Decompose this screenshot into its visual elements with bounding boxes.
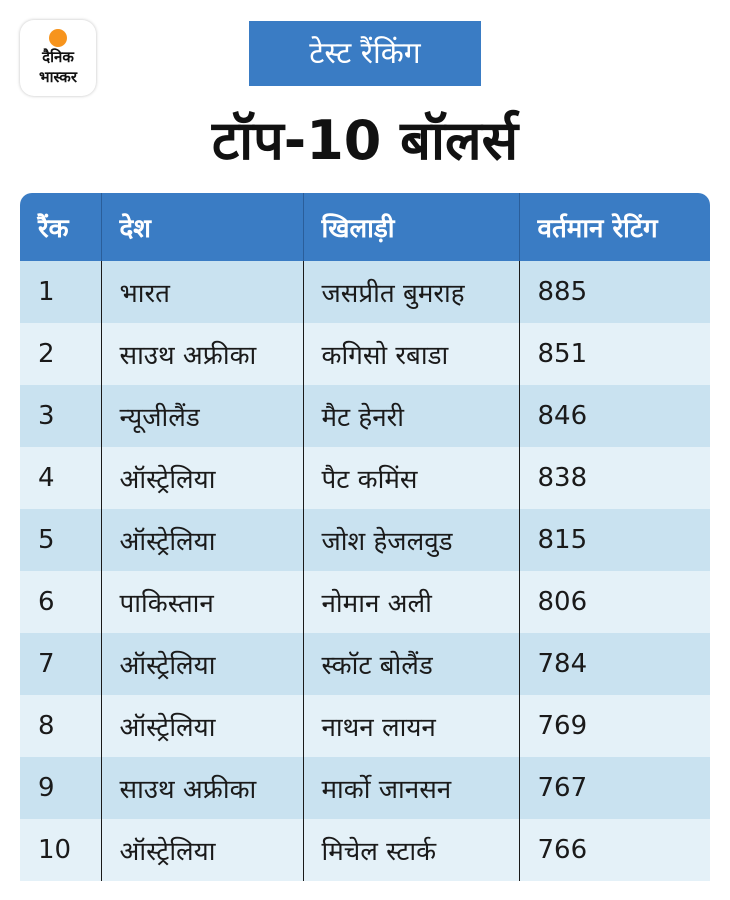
header-rank: रैंक: [20, 193, 101, 261]
rating-cell: 846: [519, 385, 710, 447]
country-cell: भारत: [101, 261, 303, 323]
rankings-table: [20, 193, 710, 881]
table-header-row: [20, 193, 710, 261]
player-cell: मिचेल स्टार्क: [303, 819, 519, 881]
category-badge: टेस्ट रैंकिंग: [249, 21, 481, 86]
brand-logo: [20, 20, 96, 96]
player-cell: मैट हेनरी: [303, 385, 519, 447]
table-row: [20, 695, 710, 757]
table-row: [20, 757, 710, 819]
table-row: [20, 819, 710, 881]
rank-cell: 6: [20, 571, 101, 633]
country-cell: ऑस्ट्रेलिया: [101, 695, 303, 757]
player-cell: पैट कमिंस: [303, 447, 519, 509]
rank-cell: 1: [20, 261, 101, 323]
country-cell: साउथ अफ्रीका: [101, 757, 303, 819]
player-cell: नोमान अली: [303, 571, 519, 633]
rating-cell: 838: [519, 447, 710, 509]
player-cell: स्कॉट बोलैंड: [303, 633, 519, 695]
rating-cell: 767: [519, 757, 710, 819]
player-cell: कगिसो रबाडा: [303, 323, 519, 385]
table-row: [20, 385, 710, 447]
rating-cell: 806: [519, 571, 710, 633]
country-cell: ऑस्ट्रेलिया: [101, 819, 303, 881]
country-cell: साउथ अफ्रीका: [101, 323, 303, 385]
table-row: [20, 447, 710, 509]
table-row: [20, 509, 710, 571]
rating-cell: 851: [519, 323, 710, 385]
table-row: [20, 261, 710, 323]
country-cell: ऑस्ट्रेलिया: [101, 509, 303, 571]
rank-cell: 4: [20, 447, 101, 509]
header-player: खिलाड़ी: [303, 193, 519, 261]
rank-cell: 3: [20, 385, 101, 447]
rank-cell: 5: [20, 509, 101, 571]
country-cell: ऑस्ट्रेलिया: [101, 447, 303, 509]
player-cell: मार्को जानसन: [303, 757, 519, 819]
table-row: [20, 323, 710, 385]
rating-cell: 784: [519, 633, 710, 695]
country-cell: ऑस्ट्रेलिया: [101, 633, 303, 695]
logo-text-line2: भास्कर: [39, 68, 77, 86]
rating-cell: 885: [519, 261, 710, 323]
rank-cell: 7: [20, 633, 101, 695]
rank-cell: 2: [20, 323, 101, 385]
country-cell: न्यूजीलैंड: [101, 385, 303, 447]
header-country: देश: [101, 193, 303, 261]
rank-cell: 10: [20, 819, 101, 881]
page-title: टॉप-10 बॉलर्स: [211, 109, 519, 172]
logo-text-line1: दैनिक: [42, 48, 74, 66]
rating-cell: 815: [519, 509, 710, 571]
table-row: [20, 633, 710, 695]
player-cell: नाथन लायन: [303, 695, 519, 757]
player-cell: जोश हेजलवुड: [303, 509, 519, 571]
header-rating: वर्तमान रेटिंग: [519, 193, 710, 261]
rating-cell: 766: [519, 819, 710, 881]
country-cell: पाकिस्तान: [101, 571, 303, 633]
player-cell: जसप्रीत बुमराह: [303, 261, 519, 323]
rank-cell: 8: [20, 695, 101, 757]
table-row: [20, 571, 710, 633]
rating-cell: 769: [519, 695, 710, 757]
rank-cell: 9: [20, 757, 101, 819]
logo-sun-icon: [49, 29, 67, 47]
